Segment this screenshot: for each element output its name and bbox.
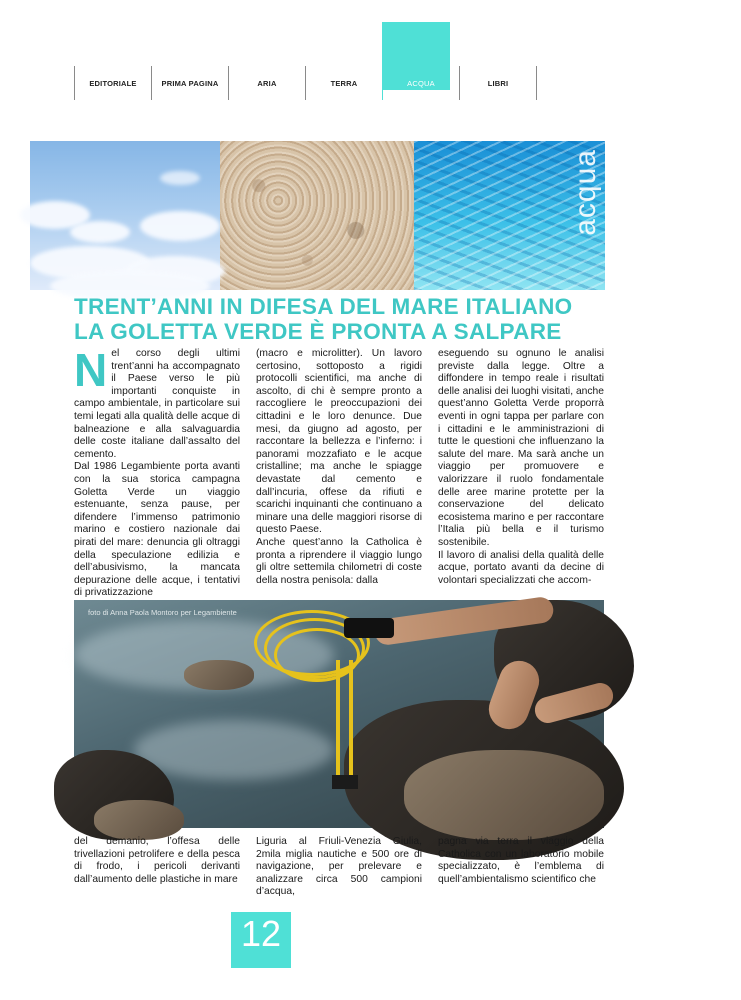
section-word-acqua: acqua [569,149,602,236]
drop-cap: N [74,344,108,396]
article-column-2 [256,348,422,588]
title-line-2: LA GOLETTA VERDE È PRONTA A SALPARE [74,319,562,344]
article-column-4 [74,836,240,896]
article-column-5 [256,836,422,896]
paragraph: pagna via terra il viaggio della Catholica con un laboratorio mobile specializzato, è l’emblema di quell’ambientalismo scientifico che [438,836,604,885]
nav-item-editoriale[interactable]: EDITORIALE [74,66,151,100]
banner-water-image [414,141,605,290]
article-column-6 [438,836,604,896]
paragraph: Liguria al Friuli-Venezia Giulia, 2mila miglia nautiche e 500 ore di navigazione, per prelevare e analizzare circa 500 campioni d’acqua, [256,836,422,898]
paragraph: el corso degli ultimi trent’anni ha accompagnato il Paese verso le più importanti conquiste in campo ambientale, in particolare sui temi legati alla qualità delle acque di balneazione e alla salvaguardia delle coste italiane dall’assalto del cemento. [74,348,240,460]
article-photo [74,600,604,828]
article-title [74,294,614,344]
photo-credit: foto di Anna Paola Montoro per Legambiente [88,608,237,617]
nav-item-prima-pagina[interactable]: PRIMA PAGINA [151,66,228,100]
nav-item-terra[interactable]: TERRA [305,66,382,100]
banner-rock-image [220,141,414,290]
article-body-bottom [74,836,604,896]
nav-item-acqua[interactable]: ACQUA [382,66,459,100]
paragraph: del demanio, l’offesa delle trivellazioni petrolifere e della pesca di frodo, i pericoli derivanti dall’aumento delle plastiche in mare [74,836,240,885]
section-nav [74,66,537,100]
article-column-3 [438,348,604,588]
nav-item-aria[interactable]: ARIA [228,66,305,100]
article-body-top [74,344,604,599]
title-line-1: TRENT’ANNI IN DIFESA DEL MARE ITALIANO [74,294,573,319]
paragraph: Il lavoro di analisi della qualità delle acque, portato avanti da decine di volontari specializzati che accom- [438,549,604,586]
section-banner [30,141,605,290]
nav-item-libri[interactable]: LIBRI [459,66,537,100]
paragraph: Dal 1986 Legambiente porta avanti con la sua storica campagna Goletta Verde un viaggio estenuante, senza pause, per difendere l’immenso patrimonio marino e costiero nazionale dai pirati del mare: denuncia gli oltraggi della speculazione edilizia e dell’abusivismo, la mancata depurazione delle acque, i tentativi di privatizzazione [74,461,240,599]
paragraph: (macro e microlitter). Un lavoro certosino, sottoposto a rigidi protocolli scientifici, ma anche di ascolto, di chi è sempre pronto a raccogliere le preoccupazioni dei cittadini e le loro denunce. Due mesi, da giugno ad agosto, per raccontare la bellezza e l’inferno: i panorami mozzafiato e le acque cristalline; ma anche le spiagge devastate dal cemento e dall’incuria, offese da rifiuti e scarichi inquinanti che continuano a minare una delle maggiori risorse di questo Paese. [256,348,422,536]
paragraph: Anche quest’anno la Catholica è pronta a riprendere il viaggio lungo gli oltre settemila chilometri di coste della nostra penisola: dalla [256,536,422,586]
article-column-1 [74,344,240,599]
paragraph: eseguendo su ognuno le analisi previste dalla legge. Oltre a diffondere in tempo reale i risultati delle analisi dei luoghi visitati, anche quest’anno Goletta Verde proporrà eventi in ogni tappa per parlare con i cittadini e le amministrazioni di tutte le questioni che influenzano la salute del mare. Ma sarà anche un viaggio per promuovere e valorizzare il ruolo fondamentale delle aree marine protette per la conservazione del delicato ecosistema marino e per raccontare l’Italia più bella e il turismo sostenibile. [438,348,604,548]
banner-sky-image [30,141,220,290]
page-number: 12 [231,912,291,968]
